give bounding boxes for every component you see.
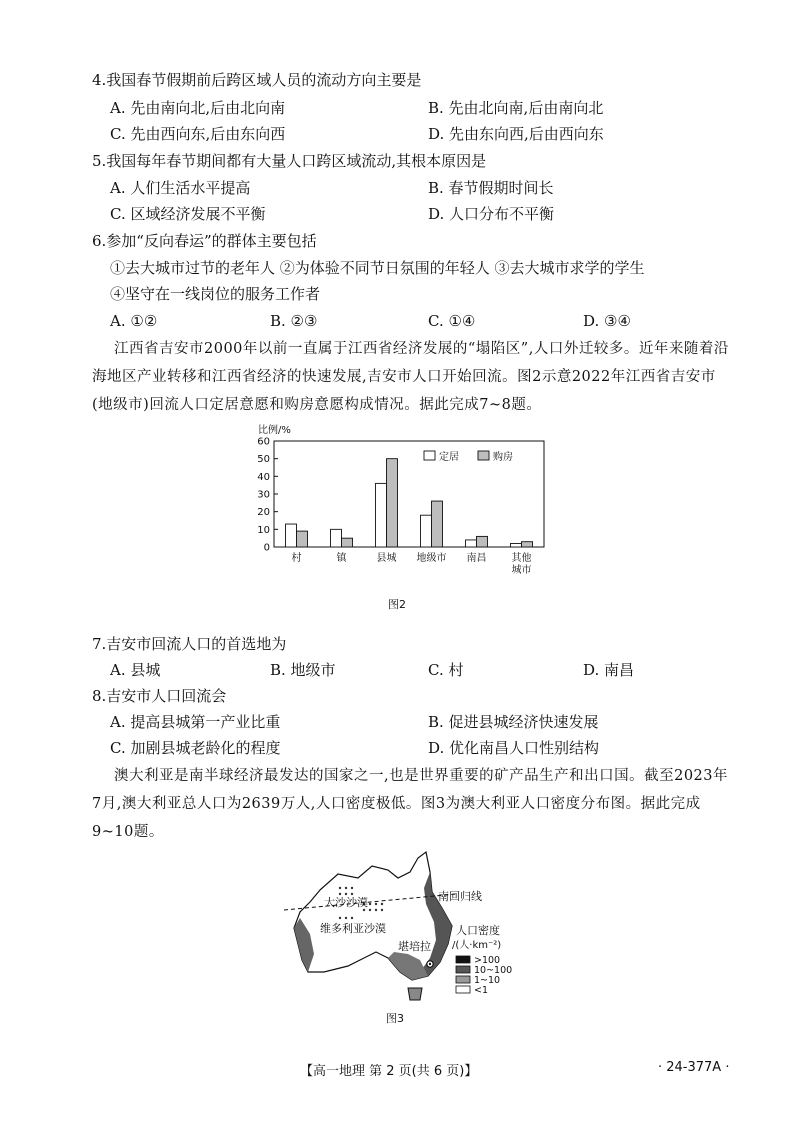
bar-定居-县城 [376,483,387,547]
question-7-option-d: D. 南昌 [583,661,635,679]
x-tick-label: 村 [291,553,302,564]
question-6-option-c: C. ①④ [428,312,476,330]
question-5-stem: 5.我国每年春节期间都有大量人口跨区域流动,其根本原因是 [92,152,487,170]
passage-jian: 江西省吉安市2000年以前一直属于江西省经济发展的“塌陷区”,人口外迁较多。近年来随着沿海地区产业转移和江西省经济的快速发展,吉安市人口开始回流。图2示意2022年江西省吉安市(地级市)回流人口定居意愿和购房意愿构成情况。据此完成7~8题。 [92,341,729,413]
population-density-legend [456,955,512,996]
question-6-option-b: B. ②③ [270,312,318,330]
bar-购房-其他城市 [522,542,533,547]
question-8-stem: 8.吉安市人口回流会 [92,687,227,705]
legend-label-购房: 购房 [493,452,513,463]
question-5-option-d: D. 人口分布不平衡 [428,205,555,223]
label-canberra: 堪培拉 [398,940,431,953]
legend-label-2: 1~10 [474,975,501,986]
y-tick-label: 60 [257,436,270,448]
label-great-victoria-desert: 维多利亚沙漠 [320,922,386,935]
x-tick-label: 县城 [376,553,397,564]
bar-购房-县城 [387,459,398,547]
y-tick-label: 10 [257,524,270,536]
figure-2-bar-chart [240,412,560,587]
figure-2-caption: 图2 [388,598,406,611]
x-tick-label: 城市 [511,565,532,576]
question-4-option-c: C. 先由西向东,后由东向西 [110,125,286,143]
passage-australia: 澳大利亚是南半球经济最发达的国家之一,也是世界重要的矿产品生产和出口国。截至2023年7月,澳大利亚总人口为2639万人,人口密度极低。图3为澳大利亚人口密度分布图。据此完成9~10题。 [92,768,729,840]
x-tick-label: 南昌 [466,553,487,564]
x-tick-label: 其他 [511,553,532,564]
question-7-option-b: B. 地级市 [270,661,336,679]
legend-unit: /(人·km⁻²) [452,940,502,951]
y-tick-label: 50 [257,454,270,466]
question-8-option-b: B. 促进县城经济快速发展 [428,713,599,731]
question-6-option-d: D. ③④ [583,312,631,330]
question-6-items-line2: ④坚守在一线岗位的服务工作者 [110,285,321,303]
question-8-option-a: A. 提高县城第一产业比重 [110,713,281,731]
y-tick-label: 40 [257,471,270,483]
bar-定居-村 [286,524,297,547]
legend-swatch-3 [456,986,470,993]
figure-3-caption: 图3 [386,1012,404,1025]
question-5-option-c: C. 区域经济发展不平衡 [110,205,266,223]
question-4-stem: 4.我国春节假期前后跨区域人员的流动方向主要是 [92,71,422,89]
legend-label-定居: 定居 [439,452,459,463]
y-tick-label: 0 [263,542,270,554]
y-tick-label: 30 [257,489,270,501]
legend-swatch-购房 [478,451,489,460]
question-4-option-a: A. 先由南向北,后由北向南 [110,99,286,117]
legend-label-1: 10~100 [474,965,513,976]
question-7-option-c: C. 村 [428,661,464,679]
legend-label-3: <1 [474,985,489,996]
label-tropic: 南回归线 [438,890,482,903]
x-tick-label: 镇 [336,553,347,564]
legend-label-0: >100 [474,955,501,966]
bar-购房-南昌 [477,536,488,547]
label-great-sandy-desert: 大沙沙漠 [324,896,368,909]
legend-swatch-1 [456,966,470,973]
question-6-option-a: A. ①② [110,312,158,330]
bar-购房-村 [297,531,308,547]
question-5-option-a: A. 人们生活水平提高 [110,179,251,197]
question-4-option-b: B. 先由北向南,后由南向北 [428,99,604,117]
exam-code: · 24-377A · [658,1060,730,1075]
legend-swatch-定居 [424,451,435,460]
question-7-option-a: A. 县城 [110,661,161,679]
bar-购房-镇 [342,538,353,547]
question-7-stem: 7.吉安市回流人口的首选地为 [92,635,287,653]
x-tick-label: 地级市 [416,553,447,564]
y-tick-label: 20 [257,507,270,519]
question-6-stem: 6.参加“反向春运”的群体主要包括 [92,232,317,250]
bar-定居-镇 [331,529,342,547]
y-axis-label: 比例/% [258,425,291,436]
figure-3-australia-map [280,848,540,1008]
question-4-option-d: D. 先由东向西,后由西向东 [428,125,604,143]
bar-购房-地级市 [432,501,443,547]
question-6-items-line1: ①去大城市过节的老年人 ②为体验不同节日氛围的年轻人 ③去大城市求学的学生 [110,259,645,277]
legend-title: 人口密度 [456,924,500,937]
legend-swatch-2 [456,976,470,983]
legend-swatch-0 [456,956,470,963]
tasmania [408,988,422,1000]
bar-定居-南昌 [466,540,477,547]
bar-定居-地级市 [421,515,432,547]
page-footer: 【高一地理 第 2 页(共 6 页)】 [300,1064,478,1079]
question-5-option-b: B. 春节假期时间长 [428,179,554,197]
bar-定居-其他城市 [511,543,522,547]
question-8-option-d: D. 优化南昌人口性别结构 [428,739,600,757]
question-8-option-c: C. 加剧县城老龄化的程度 [110,739,281,757]
